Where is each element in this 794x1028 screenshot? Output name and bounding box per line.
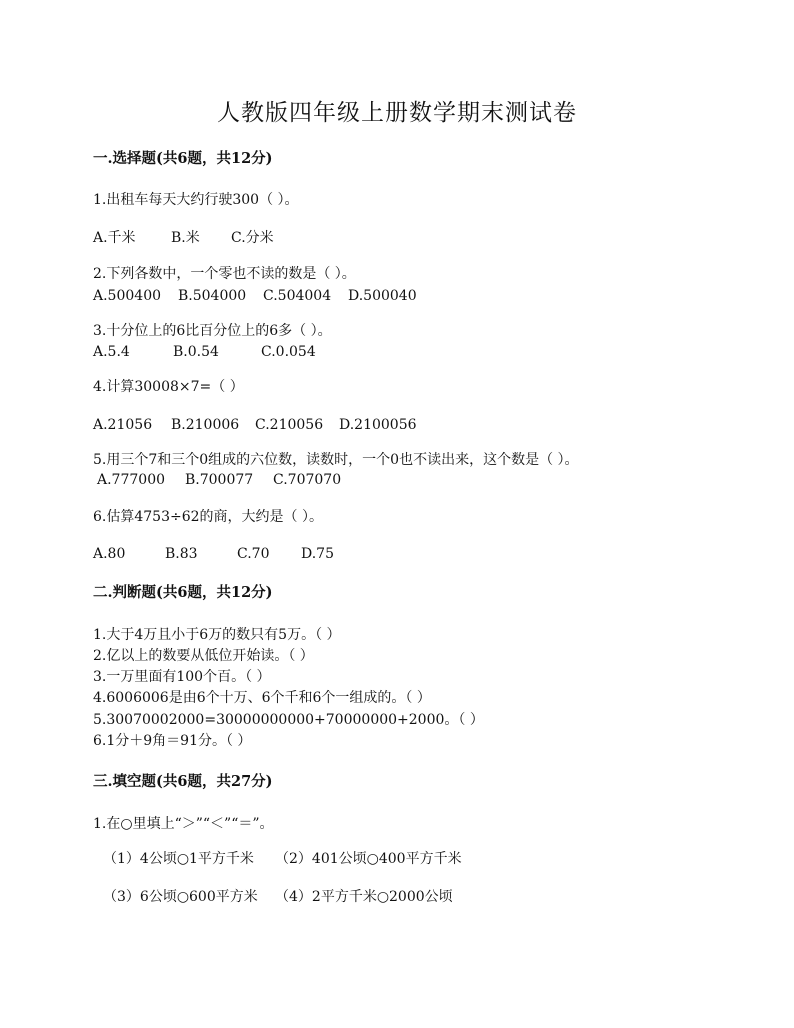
list-item: 4.6006006是由6个十万、6个千和6个一组成的。（ ） <box>93 690 431 706</box>
question-stem: 1.出租车每天大约行驶300（ ）。 <box>93 192 299 208</box>
question-stem: 2.下列各数中，一个零也不读的数是（ ）。 <box>93 266 356 282</box>
list-item: 3.一万里面有100个百。（ ） <box>93 669 271 685</box>
section-heading-fill: 三.填空题(共6题，共27分) <box>93 773 273 790</box>
option-a: A.千米 <box>93 230 136 246</box>
option-a: A.21056 <box>93 417 153 433</box>
option-c: C.707070 <box>273 472 342 488</box>
option-b: B.700077 <box>185 472 254 488</box>
question-options <box>93 287 417 305</box>
section-heading-judgment: 二.判断题(共6题，共12分) <box>93 584 273 601</box>
question-options <box>93 343 316 361</box>
option-a: A.777000 <box>97 472 166 488</box>
option-c: C.分米 <box>231 230 274 246</box>
option-b: B.83 <box>165 546 198 562</box>
section-heading-choice: 一.选择题(共6题，共12分) <box>93 150 273 167</box>
option-a: A.5.4 <box>93 344 130 360</box>
question-stem: 4.计算30008×7=（ ） <box>93 379 244 395</box>
fill-item: （4）2平方千米○2000公顷 <box>275 889 453 905</box>
option-d: D.2100056 <box>339 417 417 433</box>
option-c: C.0.054 <box>261 344 316 360</box>
list-item: 5.30070002000=30000000000+70000000+2000。（ ） <box>93 712 484 728</box>
question-stem: 3.十分位上的6比百分位上的6多（ ）。 <box>93 323 332 339</box>
question-stem: 1.在○里填上“＞”“＜”“＝”。 <box>93 816 274 832</box>
option-d: D.75 <box>301 546 334 562</box>
fill-row <box>103 850 462 868</box>
list-item: 6.1分＋9角＝91分。（ ） <box>93 733 252 749</box>
option-c: C.504004 <box>263 288 332 304</box>
fill-item: （2）401公顷○400平方千米 <box>275 851 462 867</box>
list-item: 2.亿以上的数要从低位开始读。（ ） <box>93 648 314 664</box>
question-options <box>93 416 417 434</box>
fill-item: （3）6公顷○600平方米 <box>103 889 258 905</box>
fill-item: （1）4公顷○1平方千米 <box>103 851 254 867</box>
option-d: D.500040 <box>348 288 417 304</box>
option-a: A.500400 <box>93 288 162 304</box>
question-options <box>93 545 334 563</box>
fill-row <box>103 888 453 906</box>
option-c: C.70 <box>237 546 270 562</box>
option-b: B.210006 <box>171 417 240 433</box>
option-b: B.504000 <box>178 288 247 304</box>
question-stem: 6.估算4753÷62的商，大约是（ ）。 <box>93 509 323 525</box>
question-options <box>93 229 274 247</box>
page-title: 人教版四年级上册数学期末测试卷 <box>217 100 577 126</box>
list-item: 1.大于4万且小于6万的数只有5万。（ ） <box>93 627 341 643</box>
option-b: B.0.54 <box>173 344 219 360</box>
option-c: C.210056 <box>255 417 324 433</box>
option-b: B.米 <box>171 230 200 246</box>
question-stem: 5.用三个7和三个0组成的六位数，读数时，一个0也不读出来，这个数是（ ）。 <box>93 452 579 468</box>
option-a: A.80 <box>93 546 126 562</box>
question-options <box>97 471 341 489</box>
